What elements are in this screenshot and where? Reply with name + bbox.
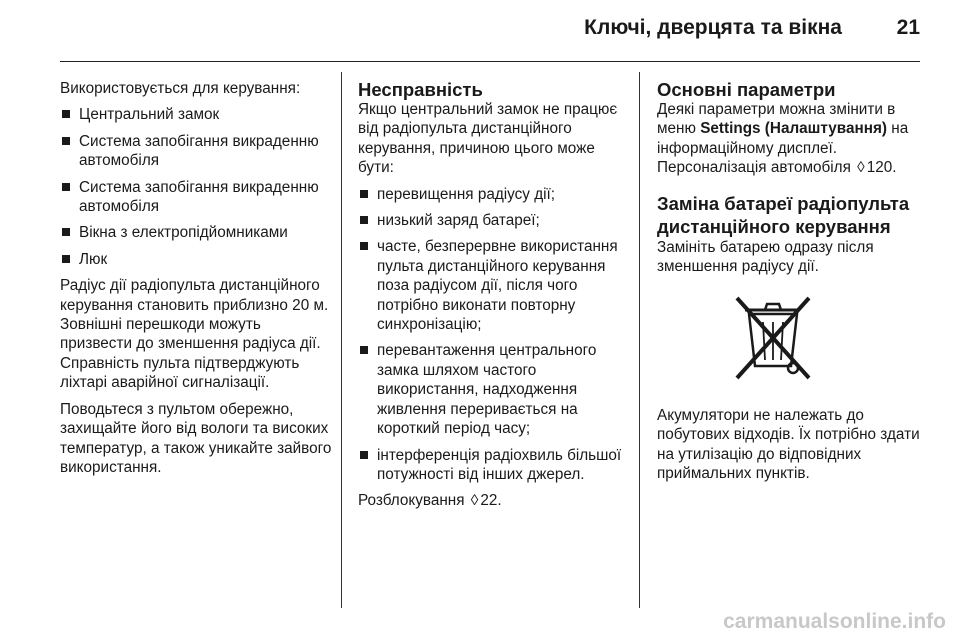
bullet-icon (360, 190, 368, 198)
list-item: інтерференція радіохвиль більшої потужності від інших джерел. (358, 446, 630, 485)
column-3 (657, 79, 929, 490)
basic-settings-paragraph: Деякі параметри можна змінити в меню Settings (Налаштування) на інформаційному дисплеї. Персоналізація автомобіля ◊ 120. (657, 101, 909, 177)
page-reference-arrow-icon: ◊ (470, 492, 479, 510)
bullet-icon (62, 183, 70, 191)
crossed-out-wheelie-bin-icon (727, 288, 819, 386)
bullet-icon (360, 242, 368, 250)
list-item: перевищення радіусу дії; (358, 185, 630, 204)
basic-settings-heading: Основні параметри (657, 79, 836, 100)
watermark: carmanualsonline.info (723, 610, 946, 633)
bullet-icon (360, 346, 368, 354)
list-item: Вікна з електропідйомниками (60, 223, 332, 242)
list-item: часте, безперервне використання пульта дистанційного керування поза радіусом дії, після чого потрібно виконати повторну синхронізацію; (358, 237, 630, 334)
list-item: низький заряд батареї; (358, 211, 630, 230)
bullet-icon (62, 228, 70, 236)
bullet-icon (62, 255, 70, 263)
bullet-icon (62, 137, 70, 145)
battery-disposal-paragraph: Акумулятори не належать до побутових відходів. Їх потрібно здати на утилізацію до відповідних приймальних пунктів. (657, 406, 920, 483)
column-divider-1 (341, 72, 342, 608)
column-2 (358, 79, 630, 518)
col1-care-paragraph: Поводьтеся з пультом обережно, захищайте його від вологи та високих температур, а також уникайте зайвого використання. (60, 400, 332, 476)
page-reference-arrow-icon: ◊ (857, 159, 865, 177)
malfunction-heading: Несправність (358, 79, 483, 100)
bullet-icon (360, 451, 368, 459)
page-header-title: Ключі, дверцята та вікна (584, 16, 842, 39)
unlock-page-link[interactable]: 22. (480, 492, 502, 510)
header-divider (60, 61, 920, 62)
col2-intro: Якщо центральний замок не працює від радіопульта дистанційного керування, причиною цього може бути: (358, 101, 618, 177)
list-item: Система запобігання викраденню автомобіля (60, 178, 332, 217)
col1-range-paragraph: Радіус дії радіопульта дистанційного керування становить приблизно 20 м. Зовнішні перешкоди можуть призвести до зменшення радіуса дії. Справність пульта підтверджують ліхтарі аварійної сигналізації. (60, 277, 329, 392)
page-number: 21 (896, 16, 920, 39)
battery-replacement-paragraph: Замініть батарею одразу після зменшення радіусу дії. (657, 238, 874, 276)
bullet-icon (360, 216, 368, 224)
list-item: перевантаження центрального замка шляхом частого використання, надходження живлення переривається на короткий період часу; (358, 341, 630, 438)
col2-list (358, 185, 630, 485)
col1-intro: Використовується для керування: (60, 80, 301, 97)
settings-menu-name: Settings (Налаштування) (700, 120, 888, 138)
bullet-icon (62, 110, 70, 118)
list-item: Центральний замок (60, 105, 332, 124)
col1-list (60, 105, 332, 269)
list-item: Система запобігання викраденню автомобіля (60, 132, 332, 171)
battery-replacement-heading: Заміна батареї радіопульта дистанційного керування (657, 192, 910, 237)
unlock-reference: Розблокування ◊ 22. (358, 492, 502, 510)
column-1 (60, 79, 332, 484)
list-item: Люк (60, 250, 332, 269)
column-divider-2 (639, 72, 640, 608)
personalization-page-link[interactable]: 120. (866, 159, 897, 177)
